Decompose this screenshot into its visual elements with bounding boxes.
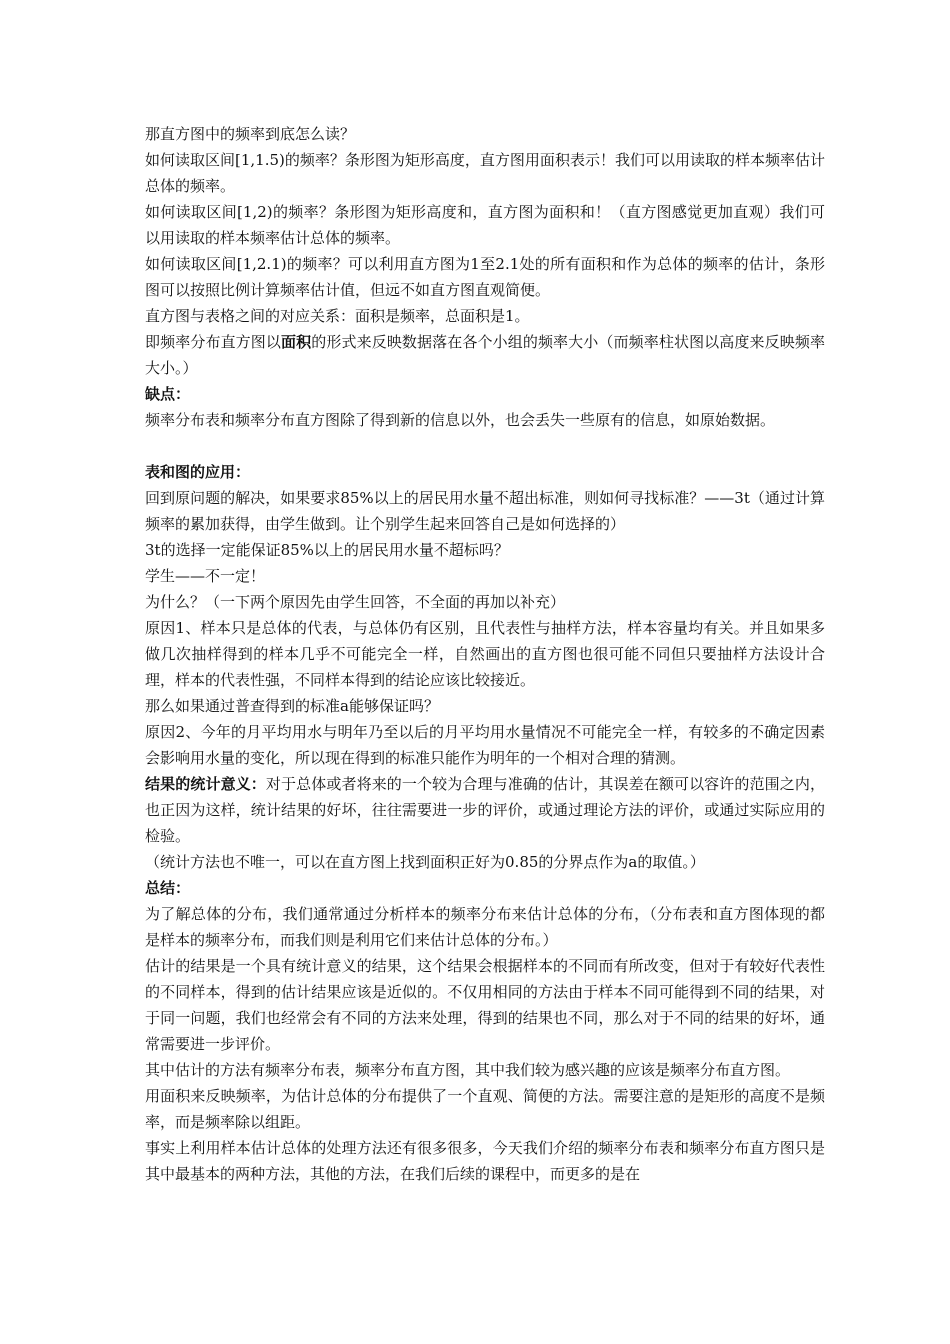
paragraph-summary-3: 其中估计的方法有频率分布表，频率分布直方图，其中我们较为感兴趣的应该是频率分布直方图。 — [145, 1061, 791, 1079]
document-body — [145, 121, 825, 1187]
heading-summary: 总结： — [145, 879, 191, 897]
paragraph-read-interval-1-1.5: 如何读取区间[1,1.5)的频率？条形图为矩形高度，直方图用面积表示！我们可以用读取的样本频率估计总体的频率。 — [145, 151, 825, 195]
bold-term-area: 面积 — [281, 333, 312, 351]
paragraph-statistical-meaning — [145, 771, 825, 849]
blank-line — [145, 433, 825, 459]
text-run: 即频率分布直方图以 — [145, 333, 282, 351]
paragraph-reason-1: 原因1、样本只是总体的代表，与总体仍有区别，且代表性与抽样方法，样本容量均有关。并且如果多做几次抽样得到的样本几乎不可能完全一样，自然画出的直方图也很可能不同但只要抽样方法设计合理，样本的代表性强，不同样本得到的结论应该比较接近。 — [145, 619, 825, 689]
paragraph-area-frequency — [145, 329, 825, 381]
heading-cons: 缺点： — [145, 385, 191, 403]
paragraph-correspondence: 直方图与表格之间的对应关系：面积是频率，总面积是1。 — [145, 307, 530, 325]
paragraph-histogram-question: 那直方图中的频率到底怎么读？ — [145, 125, 356, 143]
paragraph-3t-question: 3t的选择一定能保证85%以上的居民用水量不超标吗？ — [145, 541, 509, 559]
paragraph-reason-2: 原因2、今年的月平均用水与明年乃至以后的月平均用水量情况不可能完全一样，有较多的不确定因素会影响用水量的变化，所以现在得到的标准只能作为明年的一个相对合理的猜测。 — [145, 723, 825, 767]
paragraph-original-problem: 回到原问题的解决，如果要求85%以上的居民用水量不超出标准，则如何寻找标准？——3t（通过计算频率的累加获得，由学生做到。让个别学生起来回答自己是如何选择的） — [145, 489, 825, 533]
bold-term-statistical-meaning: 结果的统计意义： — [145, 775, 266, 793]
paragraph-summary-4: 用面积来反映频率，为估计总体的分布提供了一个直观、简便的方法。需要注意的是矩形的高度不是频率，而是频率除以组距。 — [145, 1087, 825, 1131]
paragraph-summary-5: 事实上利用样本估计总体的处理方法还有很多很多，今天我们介绍的频率分布表和频率分布直方图只是其中最基本的两种方法，其他的方法，在我们后续的课程中，而更多的是在 — [145, 1139, 825, 1183]
paragraph-cons: 频率分布表和频率分布直方图除了得到新的信息以外，也会丢失一些原有的信息，如原始数据。 — [145, 411, 776, 429]
text-run: 对于总体或者将来的一个较为合理与准确的估计，其误差在额可以容许的范围之内，也正因为这样，统计结果的好坏，往往需要进一步的评价，或通过理论方法的评价，或通过实际应用的检验。 — [145, 775, 825, 845]
text-run: 的形式来反映数据落在各个小组的频率大小（而频率柱状图以高度来反映频率大小。） — [145, 333, 825, 377]
paragraph-summary-1: 为了解总体的分布，我们通常通过分析样本的频率分布来估计总体的分布，（分布表和直方图体现的都是样本的频率分布，而我们则是利用它们来估计总体的分布。） — [145, 905, 825, 949]
heading-application: 表和图的应用： — [145, 463, 251, 481]
paragraph-summary-2: 估计的结果是一个具有统计意义的结果，这个结果会根据样本的不同而有所改变，但对于有较好代表性的不同样本，得到的估计结果应该是近似的。不仅用相同的方法由于样本不同可能得到不同的结果，对于同一问题，我们也经常会有不同的方法来处理，得到的结果也不同，那么对于不同的结果的好坏，通常需要进一步评价。 — [145, 957, 825, 1053]
paragraph-read-interval-1-2: 如何读取区间[1,2)的频率？条形图为矩形高度和，直方图为面积和！（直方图感觉更加直观）我们可以用读取的样本频率估计总体的频率。 — [145, 203, 825, 247]
paragraph-census-question: 那么如果通过普查得到的标准a能够保证吗？ — [145, 697, 439, 715]
paragraph-why: 为什么？（一下两个原因先由学生回答，不全面的再加以补充） — [145, 593, 566, 611]
paragraph-student-answer: 学生——不一定！ — [145, 567, 266, 585]
paragraph-read-interval-1-2.1: 如何读取区间[1,2.1)的频率？可以利用直方图为1至2.1处的所有面积和作为总体的频率的估计，条形图可以按照比例计算频率估计值，但远不如直方图直观简便。 — [145, 255, 825, 299]
paragraph-method-note: （统计方法也不唯一，可以在直方图上找到面积正好为0.85的分界点作为a的取值。） — [145, 853, 705, 871]
